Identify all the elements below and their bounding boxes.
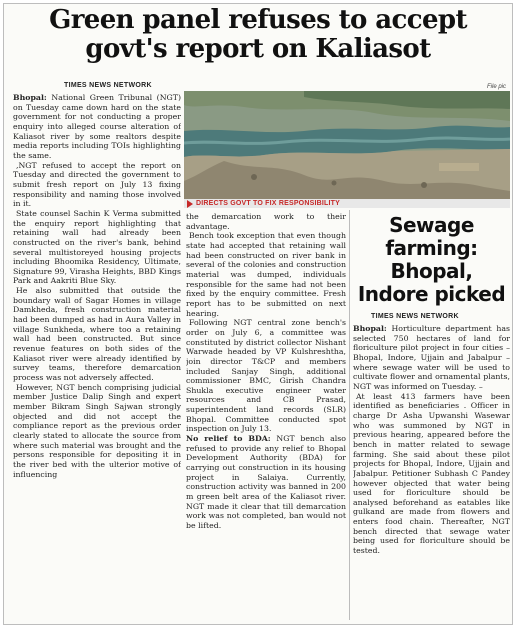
dateline: Bhopal: — [353, 324, 387, 333]
article-paragraph: ,NGT refused to accept the report on Tuesday and directed the government to submit fresh report on July 13 fixing responsibility and naming those involved in it. — [13, 160, 181, 209]
paragraph-text: Horticulture department has selected 750 hectares of land for floriculture pilot project in four cities – Bhopal, Indore, Ujjain and Jabalpur – where sewage water will be used to cultivate flower and ornamental plants, NGT was informed on Tuesday. – — [353, 324, 510, 391]
river-photo-illustration — [184, 91, 510, 199]
article-headline: Green panel refuses to accept govt's report on Kaliasot — [49, 5, 467, 64]
sidebar-divider — [349, 210, 350, 620]
paragraph-text: National Green Tribunal (NGT) on Tuesday came down hard on the state government for not conducting a proper enquiry into alleged course alteration of Kaliasot river by some realtors despite media reports including TOIs highlighting the same. — [13, 93, 181, 160]
article-column-2 — [186, 212, 346, 624]
article-paragraph: At least 413 farmers have been identified as beneficiaries . Officer in charge Dr Asha Upwanshi Wasewar who was summoned by NGT in previous hearing, appeared before the bench in matter related to sewage farming. She said about these pilot projects for Bhopal, Indore, Ujjain and Jabalpur. Petitioner Subhash C Pandey however objected that water being used for floriculture should be analysed beforehand as eatables like gulkand are made from flowers and enters food chain. Thereafter, NGT bench directed that sewage water being used for floriculture should be tested. — [353, 391, 510, 556]
article-column-1 — [13, 93, 181, 623]
article-paragraph — [353, 324, 510, 392]
photo-caption-bar — [184, 199, 510, 208]
sidebar-column — [353, 324, 510, 624]
article-paragraph: Bench took exception that even though state had accepted that retaining wall had been constructed on river bank in several of the colonies and construction material was dumped, individuals responsible for the same had not been fixed by the enquiry committee. Fresh report has to be submitted on next hearing. — [186, 231, 346, 318]
article-paragraph: He also submitted that outside the boundary wall of Sagar Homes in village Damkheda, fresh construction material had been dumped as had in Aura Valley in village Sunkheda, where too a retaining wall had been constructed. But since revenue features on both sides of the Kaliasot river were already identified by survey teams, therefore demarcation process was not adversely affected. — [13, 286, 181, 383]
subhead-no-relief: No relief to BDA: — [186, 434, 271, 444]
article-paragraph: the demarcation work to their advantage. — [186, 212, 346, 231]
dateline: Bhopal: — [13, 93, 47, 102]
article-paragraph — [186, 434, 346, 531]
article-paragraph — [13, 93, 181, 161]
caption-arrow-icon — [187, 200, 193, 208]
sidebar-byline: TIMES NEWS NETWORK — [371, 313, 459, 320]
sidebar-headline: Sewage farming: Bhopal, Indore picked — [357, 213, 506, 306]
river-photo — [184, 91, 510, 199]
article-paragraph: However, NGT bench comprising judicial member Justice Dalip Singh and expert member Bikram Singh Sajwan strongly objected and did not accept the compliance report as the previous order clearly stated to allocate the source from where such material was brought and the persons responsible for depositing it in the river bed with the ulterior motive of influencing — [13, 382, 181, 479]
article-paragraph: State counsel Sachin K Verma submitted the enquiry report highlighting that retaining wall had already been constructed on the river's bank, behind several multistoreyed housing projects including Bhoomika Residency, Ultimate, Signature 99, Virasha Heights, BBD Kings Park and Aakriti Blue Sky. — [13, 208, 181, 286]
photo-caption: DIRECTS GOVT TO FIX RESPONSIBILITY — [196, 200, 340, 207]
photo-credit: File pic — [487, 84, 507, 90]
article-byline: TIMES NEWS NETWORK — [64, 82, 152, 89]
article-paragraph: Following NGT central zone bench's order on July 6, a committee was constituted by district collector Nishant Warwade headed by VP Kulshreshtha, join director T&CP and members included Sanjay Singh, additional commissioner BMC, Girish Chandra Shukla executive engineer water resources and CB Prasad, superintendent land records (SLR) Bhopal. Committee conducted spot inspection on July 13. — [186, 318, 346, 434]
paragraph-text: NGT bench also refused to provide any relief to Bhopal Development Authority (BDA) for carrying out construction in its housing project in Salaiya. Currently, construction activity was banned in 200 m green belt area of the Kaliasot river. NGT made it clear that till demarcation work was not completed, ban would not be lifted. — [186, 434, 346, 530]
